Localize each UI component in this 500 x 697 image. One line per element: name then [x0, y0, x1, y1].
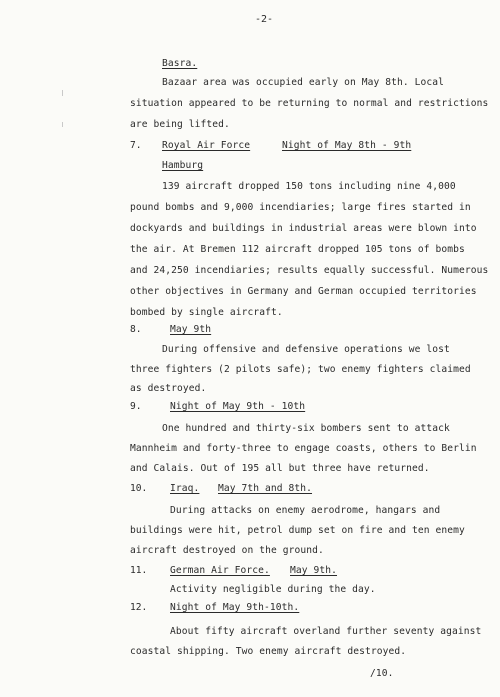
section-10-number: 10. — [130, 483, 148, 494]
section-9-line-1: One hundred and thirty-six bombers sent to attack — [162, 423, 450, 434]
section-7-line-3: dockyards and buildings in industrial areas were blown into — [130, 223, 477, 234]
section-12-title: Night of May 9th-10th. — [170, 602, 300, 613]
section-7-line-2: pound bombs and 9,000 incendiaries; large fires started in — [130, 202, 471, 213]
section-11-date: May 9th. — [290, 565, 338, 576]
margin-mark — [62, 90, 63, 96]
section-8-line-2: three fighters (2 pilots safe); two enemy fighters claimed — [130, 364, 471, 375]
basra-line-1: Bazaar area was occupied early on May 8th. Local — [162, 77, 445, 88]
section-11-line-1: Activity negligible during the day. — [170, 584, 376, 595]
margin-mark — [62, 122, 63, 127]
basra-line-3: are being lifted. — [130, 119, 230, 130]
section-10-line-3: aircraft destroyed on the ground. — [130, 545, 324, 556]
section-7-line-7: bombed by single aircraft. — [130, 307, 283, 318]
section-8-line-3: as destroyed. — [130, 383, 207, 394]
section-7-date: Night of May 8th - 9th — [282, 140, 412, 151]
section-10-date: May 7th and 8th. — [218, 483, 313, 494]
section-7-subheading: Hamburg — [162, 160, 204, 171]
section-9-title: Night of May 9th - 10th — [170, 401, 306, 412]
section-8-line-1: During offensive and defensive operations we lost — [162, 344, 450, 355]
page-number: -2- — [255, 14, 274, 25]
section-7-title: Royal Air Force — [162, 140, 251, 151]
section-12-line-1: About fifty aircraft overland further seventy against — [170, 626, 482, 637]
basra-heading: Basra. — [162, 58, 198, 69]
basra-line-2: situation appeared to be returning to normal and restrictions — [130, 98, 489, 109]
section-9-line-2: Mannheim and forty-three to engage coasts, others to Berlin — [130, 443, 477, 454]
section-7-line-5: and 24,250 incendiaries; results equally successful. Numerous — [130, 265, 489, 276]
section-7-line-1: 139 aircraft dropped 150 tons including nine 4,000 — [162, 181, 456, 192]
section-9-line-3: and Calais. Out of 195 all but three have returned. — [130, 463, 430, 474]
section-9-number: 9. — [130, 401, 142, 412]
continuation-marker: /10. — [370, 668, 394, 679]
section-10-title: Iraq. — [170, 483, 200, 494]
section-10-line-2: buildings were hit, petrol dump set on fire and ten enemy — [130, 525, 465, 536]
section-7-number: 7. — [130, 140, 142, 151]
section-7-line-4: the air. At Bremen 112 aircraft dropped 105 tons of bombs — [130, 244, 465, 255]
section-11-number: 11. — [130, 565, 148, 576]
section-12-line-2: coastal shipping. Two enemy aircraft destroyed. — [130, 646, 407, 657]
section-8-title: May 9th — [170, 324, 212, 335]
section-12-number: 12. — [130, 602, 148, 613]
section-10-line-1: During attacks on enemy aerodrome, hangars and — [170, 505, 441, 516]
section-7-line-6: other objectives in Germany and German occupied territories — [130, 286, 477, 297]
section-8-number: 8. — [130, 324, 142, 335]
section-11-title: German Air Force. — [170, 565, 270, 576]
